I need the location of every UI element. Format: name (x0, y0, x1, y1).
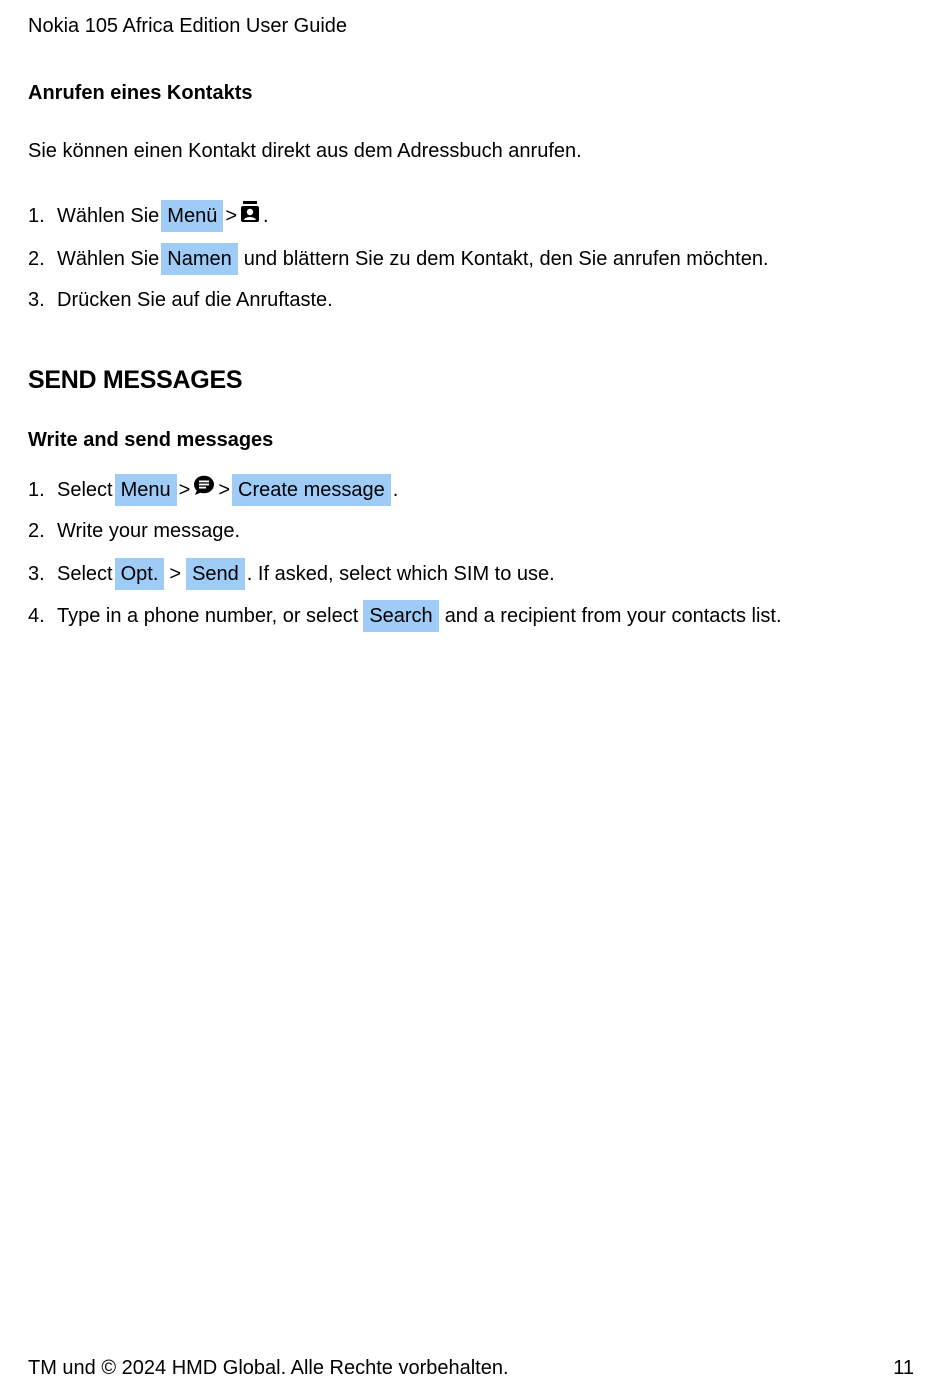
step-text: Type in a phone number, or select (57, 605, 359, 627)
separator: > (218, 479, 230, 501)
step-text: Drücken Sie auf die Anruftaste. (57, 289, 333, 311)
send-label: Send (186, 558, 245, 590)
step-text: Write your message. (57, 520, 241, 542)
create-message-label: Create message (232, 474, 391, 506)
send-step-1 (28, 474, 398, 506)
separator: > (178, 479, 191, 501)
menu-label: Menu (115, 474, 177, 506)
options-label: Opt. (115, 558, 165, 590)
step-number: 2. (28, 520, 45, 542)
step-end: . (263, 205, 269, 227)
step-text-end: and a recipient from your contacts list. (444, 605, 782, 627)
step-number: 3. (28, 289, 45, 311)
step-text: Wählen Sie (57, 248, 160, 270)
footer-copyright: TM und © 2024 HMD Global. Alle Rechte vorbehalten. (28, 1357, 509, 1379)
send-step-3 (28, 558, 555, 590)
page-header: Nokia 105 Africa Edition User Guide (28, 15, 348, 37)
send-step-2 (28, 516, 240, 546)
step-number: 3. (28, 563, 45, 585)
step-text-end: und blättern Sie zu dem Kontakt, den Sie anrufen möchten. (243, 248, 769, 270)
step-number: 4. (28, 605, 45, 627)
send-messages-heading: Write and send messages (28, 429, 274, 451)
section-title: SEND MESSAGES (28, 366, 243, 394)
call-step-2 (28, 243, 769, 275)
call-contact-intro: Sie können einen Kontakt direkt aus dem Adressbuch anrufen. (28, 140, 582, 162)
messaging-icon (193, 475, 215, 505)
send-step-4 (28, 600, 782, 632)
step-text: Select (57, 479, 113, 501)
step-text: Select (57, 563, 113, 585)
step-text-end: . If asked, select which SIM to use. (246, 563, 555, 585)
search-label: Search (363, 600, 438, 632)
step-end: . (392, 479, 399, 501)
separator: > (225, 205, 237, 227)
names-label: Namen (161, 243, 237, 275)
separator: > (169, 563, 182, 585)
page-number: 11 (893, 1357, 914, 1379)
menu-label: Menü (161, 200, 223, 232)
step-number: 2. (28, 248, 45, 270)
step-number: 1. (28, 205, 45, 227)
call-contact-heading: Anrufen eines Kontakts (28, 82, 253, 104)
step-number: 1. (28, 479, 45, 501)
call-step-3 (28, 285, 333, 315)
contacts-icon (240, 201, 260, 232)
step-text: Wählen Sie (57, 205, 160, 227)
call-step-1 (28, 200, 269, 232)
